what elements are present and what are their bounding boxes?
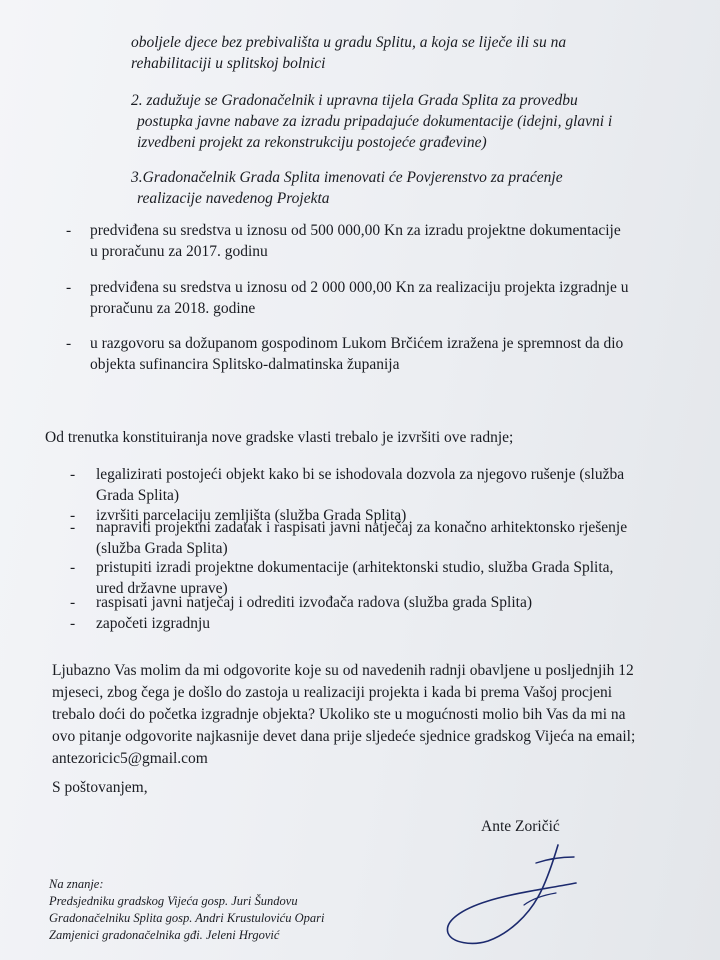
cc-block: [49, 876, 324, 944]
text-line: Grada Splita): [96, 487, 180, 504]
text-line: (služba Grada Splita): [96, 540, 228, 557]
text-line: izvršiti parcelaciju zemljišta (služba Grada Splita): [96, 507, 407, 524]
text-line: postupka javne nabave za izradu pripadajuće dokumentacije (idejni, glavni i: [137, 113, 613, 130]
bullet-dash: -: [66, 279, 72, 296]
text-line: legalizirati postojeći objekt kako bi se ishodovala dozvola za njegovo rušenje (služba: [96, 466, 625, 483]
bullet-dash: -: [70, 594, 76, 611]
bullet-dash: -: [70, 466, 76, 483]
cc-recipient: Zamjenici gradonačelnika gđi. Jeleni Hrgović: [49, 928, 280, 942]
signer-name: Ante Zoričić: [481, 818, 560, 835]
bullet-dash: -: [70, 559, 76, 576]
bullet-dash: -: [66, 222, 72, 239]
bullet-dash: -: [70, 615, 76, 632]
text-line: predviđena su sredstva u iznosu od 2 000 000,00 Kn za realizaciju projekta izgradnje u: [90, 279, 629, 296]
text-line: 3.Gradonačelnik Grada Splita imenovati će Povjerenstvo za praćenje: [131, 169, 563, 186]
text-line: oboljele djece bez prebivališta u gradu Splitu, a koja se liječe ili su na: [131, 34, 567, 51]
text-line: objekta sufinancira Splitsko-dalmatinska županija: [90, 356, 400, 373]
handwritten-signature: [440, 835, 590, 950]
bullet-dash: -: [70, 519, 76, 536]
text-line: mjeseci, zbog čega je došlo do zastoja u realizaciji projekta i kada bi prema Vašoj procjeni: [52, 684, 613, 701]
decision-item-1-tail: [131, 32, 651, 74]
text-line: izvedbeni projekt za rekonstrukciju postojeće građevine): [137, 134, 487, 151]
text-line: raspisati javni natječaj i odrediti izvođača radova (služba grada Splita): [96, 594, 532, 611]
text-line: započeti izgradnju: [96, 615, 211, 632]
text-line: realizacije navedenog Projekta: [137, 190, 330, 207]
text-line: u proračunu za 2017. godinu: [90, 243, 268, 260]
text-line: pristupiti izradi projektne dokumentacije (arhitektonski studio, služba Grada Splita,: [96, 559, 614, 576]
cc-heading: Na znanje:: [49, 877, 104, 891]
text-line: napraviti projektni zadatak i raspisati javni natječaj za konačno arhitektonsko rješenje: [96, 519, 628, 536]
text-line: Ljubazno Vas molim da mi odgovorite koje su od navedenih radnji obavljene u posljednjih 12: [52, 662, 634, 679]
text-line: trebalo doći do početka izgradnje objekta? Ukoliko ste u mogućnosti molio bih Vas da mi na: [52, 706, 626, 723]
bullet-dash: -: [70, 507, 76, 524]
text-line: ured državne uprave): [96, 580, 228, 597]
cc-recipient: Predsjedniku gradskog Vijeća gosp. Juri Šundovu: [49, 894, 298, 908]
regards-text: S poštovanjem,: [52, 779, 148, 796]
text-line: 2. zadužuje se Gradonačelnik i upravna tijela Grada Splita za provedbu: [131, 92, 578, 109]
bullet-dash: -: [66, 335, 72, 352]
decision-item-3: [131, 167, 651, 209]
text-line: proračunu za 2018. godine: [90, 300, 256, 317]
intro-sentence: Od trenutka konstituiranja nove gradske vlasti trebalo je izvršiti ove radnje;: [45, 429, 514, 446]
email-address: antezoricic5@gmail.com: [52, 750, 208, 767]
text-line: u razgovoru sa dožupanom gospodinom Lukom Brčićem izražena je spremnost da dio: [90, 335, 624, 352]
decision-item-2: [131, 90, 651, 153]
text-line: predviđena su sredstva u iznosu od 500 000,00 Kn za izradu projektne dokumentacije: [90, 222, 621, 239]
cc-recipient: Gradonačelniku Splita gosp. Andri Krustuloviću Opari: [49, 911, 325, 925]
text-line: ovo pitanje odgovorite najkasnije devet dana prije sljedeće sjednice gradskog Vijeća na email;: [52, 728, 636, 745]
text-line: rehabilitaciji u splitskoj bolnici: [131, 55, 326, 72]
closing-paragraph: [52, 660, 662, 770]
